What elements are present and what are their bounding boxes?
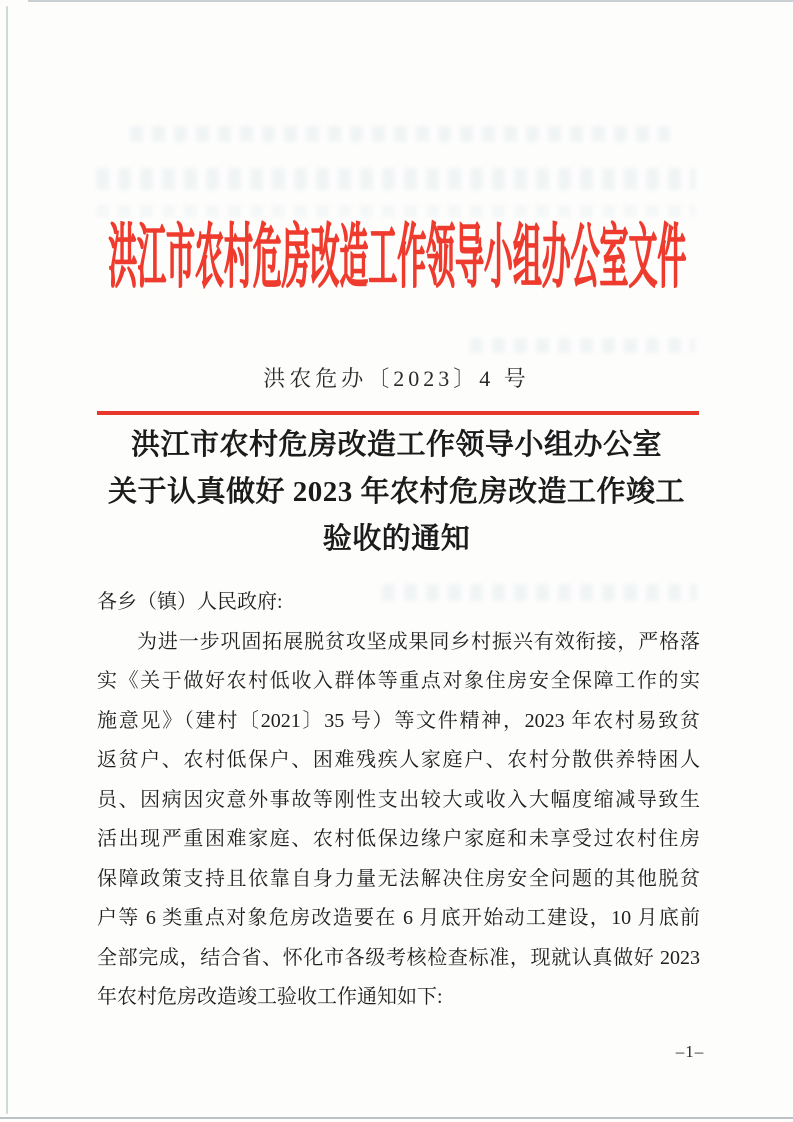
body-line: 活出现严重困难家庭、农村低保边缘户家庭和未享受过农村住房 <box>97 828 700 850</box>
document-number: 洪农危办〔2023〕4 号 <box>263 366 530 391</box>
body-line: 返贫户、农村低保户、困难残疾人家庭户、农村分散供养特困人 <box>97 749 700 771</box>
body-line: 施意见》（建村〔2021〕35 号）等文件精神，2023 年农村易致贫 <box>97 709 700 732</box>
body-line: 年农村危房改造竣工验收工作通知如下: <box>97 986 443 1008</box>
red-divider-line <box>97 411 699 415</box>
body-line: 员、因病因灾意外事故等刚性支出较大或收入大幅度缩减导致生 <box>97 788 700 811</box>
body-line: 户等 6 类重点对象危房改造要在 6 月底开始动工建设，10 月底前 <box>97 907 700 929</box>
document-title-line: 验收的通知 <box>322 523 471 555</box>
body-line: 全部完成，结合省、怀化市各级考核检查标准，现就认真做好 2023 <box>97 946 700 969</box>
document-title <box>40 422 753 563</box>
body-line: 实《关于做好农村低收入群体等重点对象住房安全保障工作的实 <box>97 670 700 692</box>
salutation: 各乡（镇）人民政府: <box>97 591 283 613</box>
scan-edge-bottom <box>0 1117 793 1119</box>
document-body <box>97 583 700 1018</box>
bleedthrough-artifact <box>130 126 670 142</box>
page-number: –1– <box>675 1042 705 1061</box>
bleedthrough-artifact <box>470 338 695 353</box>
scan-edge-left <box>6 6 8 1114</box>
bleedthrough-artifact <box>96 205 696 217</box>
issuing-office-title: 洪江市农村危房改造工作领导小组办公室文件 <box>107 220 686 298</box>
body-line: 为进一步巩固拓展脱贫攻坚成果同乡村振兴有效衔接，严格落 <box>137 630 700 653</box>
scan-edge-top <box>28 0 793 2</box>
document-title-line: 关于认真做好 2023 年农村危房改造工作竣工 <box>107 476 685 508</box>
body-line: 保障政策支持且依靠自身力量无法解决住房安全问题的其他脱贫 <box>97 867 700 890</box>
bleedthrough-artifact <box>96 168 696 190</box>
document-title-line: 洪江市农村危房改造工作领导小组办公室 <box>130 429 662 461</box>
document-header-banner <box>0 220 793 298</box>
